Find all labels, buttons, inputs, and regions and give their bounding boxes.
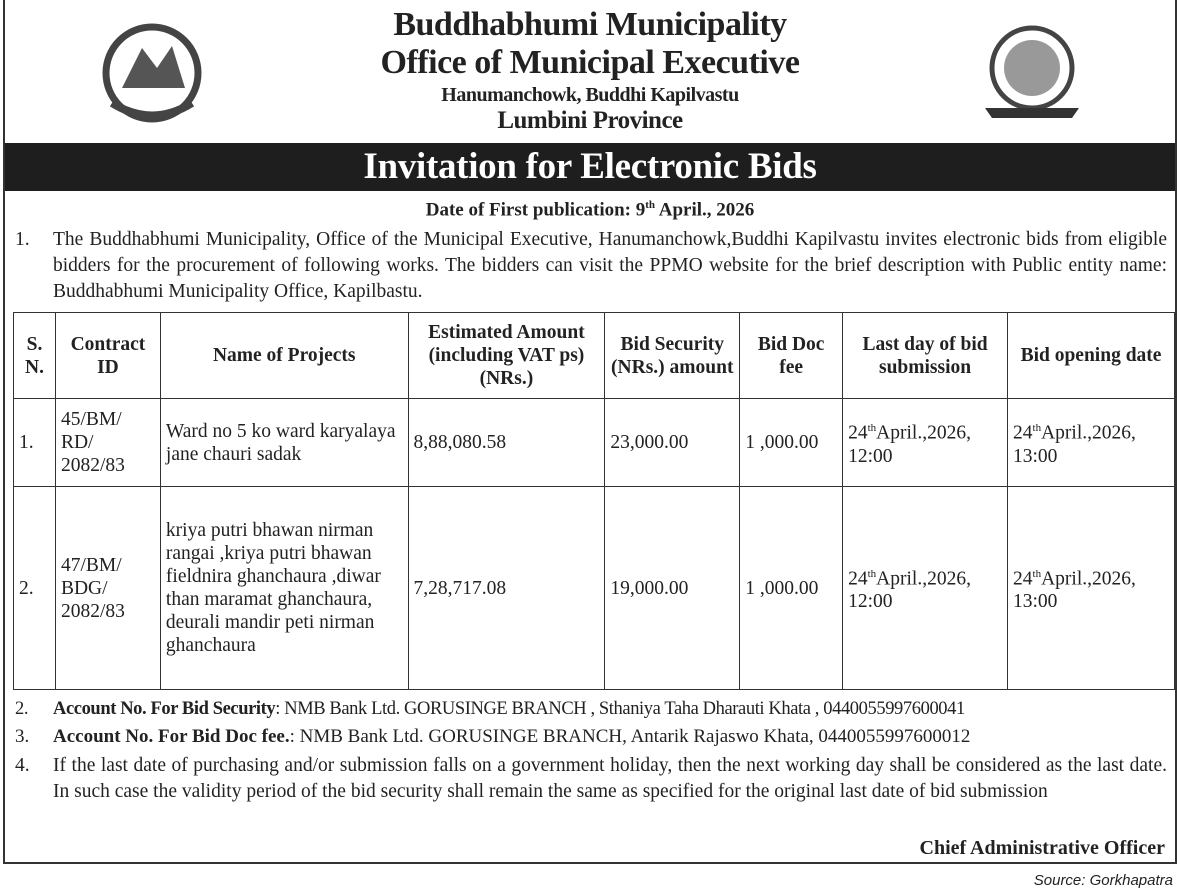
- cell-amount: 7,28,717.08: [408, 487, 605, 690]
- col-contract-id: Contract ID: [55, 313, 160, 399]
- cell-contract-id: 45/BM/ RD/ 2082/83: [55, 399, 160, 487]
- cell-fee: 1 ,000.00: [740, 399, 843, 487]
- cell-opening-date: 24thApril.,2026, 13:00: [1008, 399, 1175, 487]
- col-sn: S. N.: [14, 313, 56, 399]
- province: Lumbini Province: [497, 107, 683, 134]
- address: Hanumanchowk, Buddhi Kapilvastu: [441, 84, 739, 106]
- cell-amount: 8,88,080.58: [408, 399, 605, 487]
- col-opening-date: Bid opening date: [1008, 313, 1175, 399]
- col-bid-security: Bid Security (NRs.) amount: [605, 313, 740, 399]
- office-name: Office of Municipal Executive: [380, 44, 800, 81]
- cell-sn: 1.: [14, 399, 56, 487]
- table-row: [14, 399, 1175, 487]
- cell-fee: 1 ,000.00: [740, 487, 843, 690]
- bids-table: [13, 312, 1175, 690]
- signature: Chief Administrative Officer: [919, 837, 1165, 859]
- cell-security: 19,000.00: [605, 487, 740, 690]
- publication-date: Date of First publication: 9th April., 2026: [425, 199, 755, 221]
- cell-opening-date: 24thApril.,2026, 13:00: [1008, 487, 1175, 690]
- cell-sn: 2.: [14, 487, 56, 690]
- notice-frame: [3, 0, 1177, 864]
- item-2: 2. Account No. For Bid Security: NMB Bank Ltd. GORUSINGE BRANCH , Sthaniya Taha Dharauti Khata , 0440055997600041: [15, 699, 965, 719]
- table-header-row: [14, 313, 1175, 399]
- col-last-day: Last day of bid submission: [843, 313, 1008, 399]
- notice-title: Invitation for Electronic Bids: [5, 143, 1175, 191]
- cell-project-name: Ward no 5 ko ward karyalaya jane chauri sadak: [160, 399, 408, 487]
- table-row: [14, 487, 1175, 690]
- source-credit: Source: Gorkhapatra: [1033, 872, 1173, 889]
- item-1: 1. The Buddhabhumi Municipality, Office of the Municipal Executive, Hanumanchowk,Buddhi Kapilvastu invites electronic bids from eligible bidders for the procurement of following works. The bidders can visit the PPMO website for the brief description with Public entity name: Buddhabhumi Municipality Office, Kapilbastu.: [15, 229, 1167, 302]
- municipality-name: Buddhabhumi Municipality: [393, 6, 787, 43]
- cell-contract-id: 47/BM/ BDG/ 2082/83: [55, 487, 160, 690]
- col-bid-doc-fee: Bid Doc fee: [740, 313, 843, 399]
- col-project-name: Name of Projects: [160, 313, 408, 399]
- item-4: 4. If the last date of purchasing and/or submission falls on a government holiday, then the next working day shall be considered as the last date. In such case the validity period of the bid security shall remain the same as specified for the original last date of bid submission: [15, 755, 1167, 802]
- cell-security: 23,000.00: [605, 399, 740, 487]
- col-estimated-amount: Estimated Amount (including VAT ps) (NRs.): [408, 313, 605, 399]
- cell-last-day: 24thApril.,2026, 12:00: [843, 399, 1008, 487]
- item-3: 3. Account No. For Bid Doc fee.: NMB Bank Ltd. GORUSINGE BRANCH, Antarik Rajaswo Khata, 0440055997600012: [15, 726, 971, 747]
- cell-project-name: kriya putri bhawan nirman rangai ,kriya putri bhawan fieldnira ghanchaura ,diwar than maramat ghanchaura, deurali mandir peti nirman ghanchaura: [160, 487, 408, 690]
- cell-last-day: 24thApril.,2026, 12:00: [843, 487, 1008, 690]
